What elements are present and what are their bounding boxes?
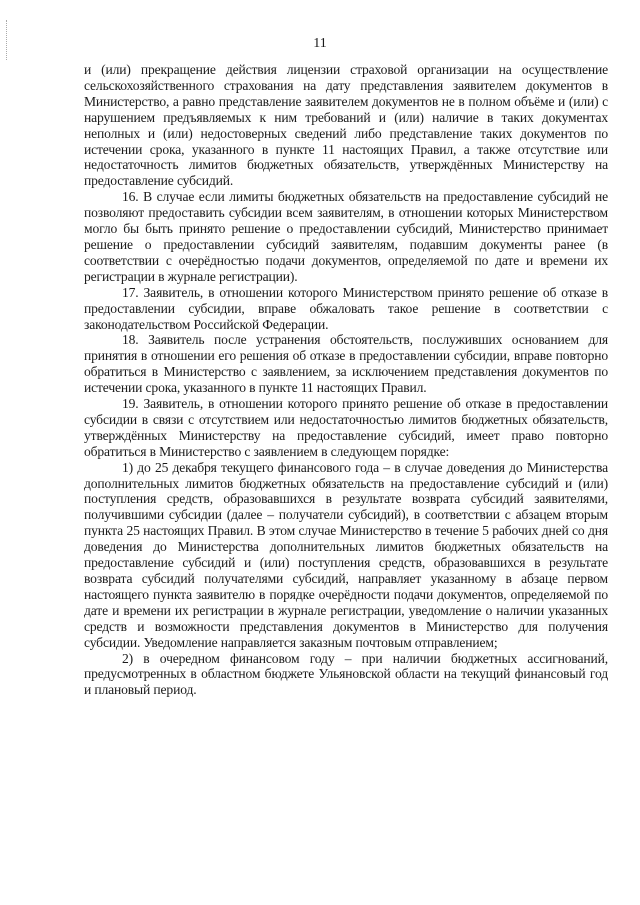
paragraph-17: 17. Заявитель, в отношении которого Министерством принято решение об отказе в предоставлении субсидии, вправе обжаловать такое решение в соответствии с законодательством Российской Федерации. xyxy=(84,284,608,332)
paragraph-19-item-2: 2) в очередном финансовом году – при наличии бюджетных ассигнований, предусмотренных в областном бюджете Ульяновской области на текущий финансовый год и плановый период. xyxy=(84,650,608,698)
paragraph-16: 16. В случае если лимиты бюджетных обязательств на предоставление субсидий не позволяют предоставить субсидии всем заявителям, в отношении которых Министерством могло бы быть принято решение о предоставлении субсидий, Министерство принимает решение о предоставлении субсидий заявителям, подавшим документы ранее (в соответствии с очерёдностью подачи документов, определяемой по дате и времени их регистрации в журнале регистрации). xyxy=(84,189,608,284)
paragraph-continuation: и (или) прекращение действия лицензии страховой организации на осуществление сельскохозяйственного страхования на дату представления заявителем документов в Министерство, а равно представление заявителем документов не в полном объёме и (или) с нарушением предъявляемых к ним требований и (или) наличие в таких документах неполных и (или) недостоверных сведений либо представление таких документов по истечении срока, указанного в пункте 11 настоящих Правил, а также отсутствие или недостаточность лимитов бюджетных обязательств, утверждённых Министерству на предоставление субсидий. xyxy=(84,62,608,189)
paragraph-19: 19. Заявитель, в отношении которого принято решение об отказе в предоставлении субсидии в связи с отсутствием или недостаточностью лимитов бюджетных обязательств, утверждённых Министерству на предоставление субсидий, имеет право повторно обратиться в Министерство с заявлением в следующем порядке: xyxy=(84,396,608,459)
paragraph-19-item-1: 1) до 25 декабря текущего финансового года – в случае доведения до Министерства дополнительных лимитов бюджетных обязательств на предоставление субсидий и (или) поступления средств, образовавшихся в результате возврата субсидий заявителями, получившими субсидии (далее – получатели субсидий), в соответствии с абзацем вторым пункта 25 настоящих Правил. В этом случае Министерство в течение 5 рабочих дней со дня доведения до Министерства дополнительных лимитов бюджетных обязательств на предоставление субсидий и (или) поступления средств, образовавшихся в результате возврата субсидий получателями субсидий, направляет указанному в абзаце первом настоящего пункта заявителю в порядке очерёдности подачи документов, определяемой по дате и времени их регистрации в журнале регистрации, уведомление о наличии указанных средств и возможности представления документов в Министерство для получения субсидии. Уведомление направляется заказным почтовым отправлением; xyxy=(84,459,608,650)
paragraph-18: 18. Заявитель после устранения обстоятельств, послуживших основанием для принятия в отношении его решения об отказе в предоставлении субсидии, вправе повторно обратиться в Министерство с заявлением, за исключением представления документов по истечении срока, указанного в пункте 11 настоящих Правил. xyxy=(84,332,608,396)
document-body xyxy=(84,62,608,698)
page-number: 11 xyxy=(313,36,327,51)
